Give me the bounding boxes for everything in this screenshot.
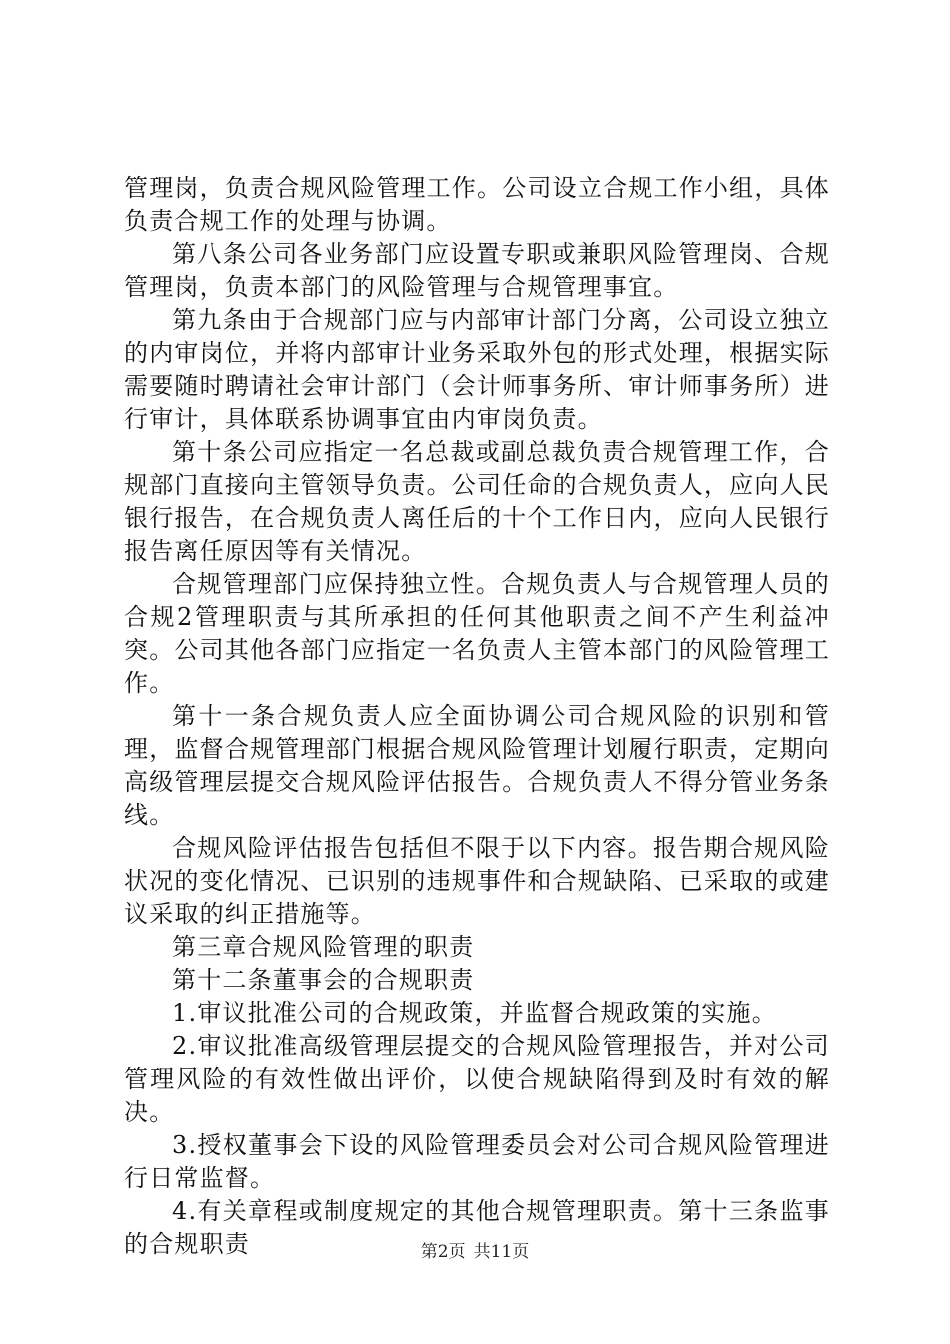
list-item-3: 3.授权董事会下设的风险管理委员会对公司合规风险管理进行日常监督。 [124,1131,830,1192]
document-body [124,172,830,1261]
paragraph-report-contents: 合规风险评估报告包括但不限于以下内容。报告期合规风险状况的变化情况、已识别的违规事件和合规缺陷、已采取的或建议采取的纠正措施等。 [124,834,830,928]
list-item-4: 4.有关章程或制度规定的其他合规管理职责。第十三条监事的合规职责 [124,1197,830,1258]
paragraph-article-9: 第九条由于合规部门应与内部审计部门分离，公司设立独立的内审岗位，并将内部审计业务采取外包的形式处理，根据实际需要随时聘请社会审计部门（会计师事务所、审计师事务所）进行审计，具体联系协调事宜由内审岗负责。 [124,306,830,433]
page-total: 共11页 [473,1242,530,1262]
list-item-2: 2.审议批准高级管理层提交的合规风险管理报告，并对公司管理风险的有效性做出评价，以使合规缺陷得到及时有效的解决。 [124,1032,830,1126]
paragraph-continued: 管理岗，负责合规风险管理工作。公司设立合规工作小组，具体负责合规工作的处理与协调。 [124,174,830,235]
paragraph-article-10: 第十条公司应指定一名总裁或副总裁负责合规管理工作，合规部门直接向主管领导负责。公司任命的合规负责人，应向人民银行报告，在合规负责人离任后的十个工作日内，应向人民银行报告离任原因等有关情况。 [124,438,830,565]
page-number: 第2页 [420,1242,466,1262]
paragraph-article-8: 第八条公司各业务部门应设置专职或兼职风险管理岗、合规管理岗，负责本部门的风险管理与合规管理事宜。 [124,240,830,301]
chapter-heading: 第三章合规风险管理的职责 [172,933,475,961]
list-item-1: 1.审议批准公司的合规政策，并监督合规政策的实施。 [172,999,777,1027]
paragraph-independence: 合规管理部门应保持独立性。合规负责人与合规管理人员的合规2管理职责与其所承担的任何其他职责之间不产生利益冲突。公司其他各部门应指定一名负责人主管本部门的风险管理工作。 [124,570,830,697]
paragraph-article-11: 第十一条合规负责人应全面协调公司合规风险的识别和管理，监督合规管理部门根据合规风险管理计划履行职责，定期向高级管理层提交合规风险评估报告。合规负责人不得分管业务条线。 [124,702,830,829]
page-footer [0,1242,950,1262]
paragraph-article-12: 第十二条董事会的合规职责 [172,966,475,994]
